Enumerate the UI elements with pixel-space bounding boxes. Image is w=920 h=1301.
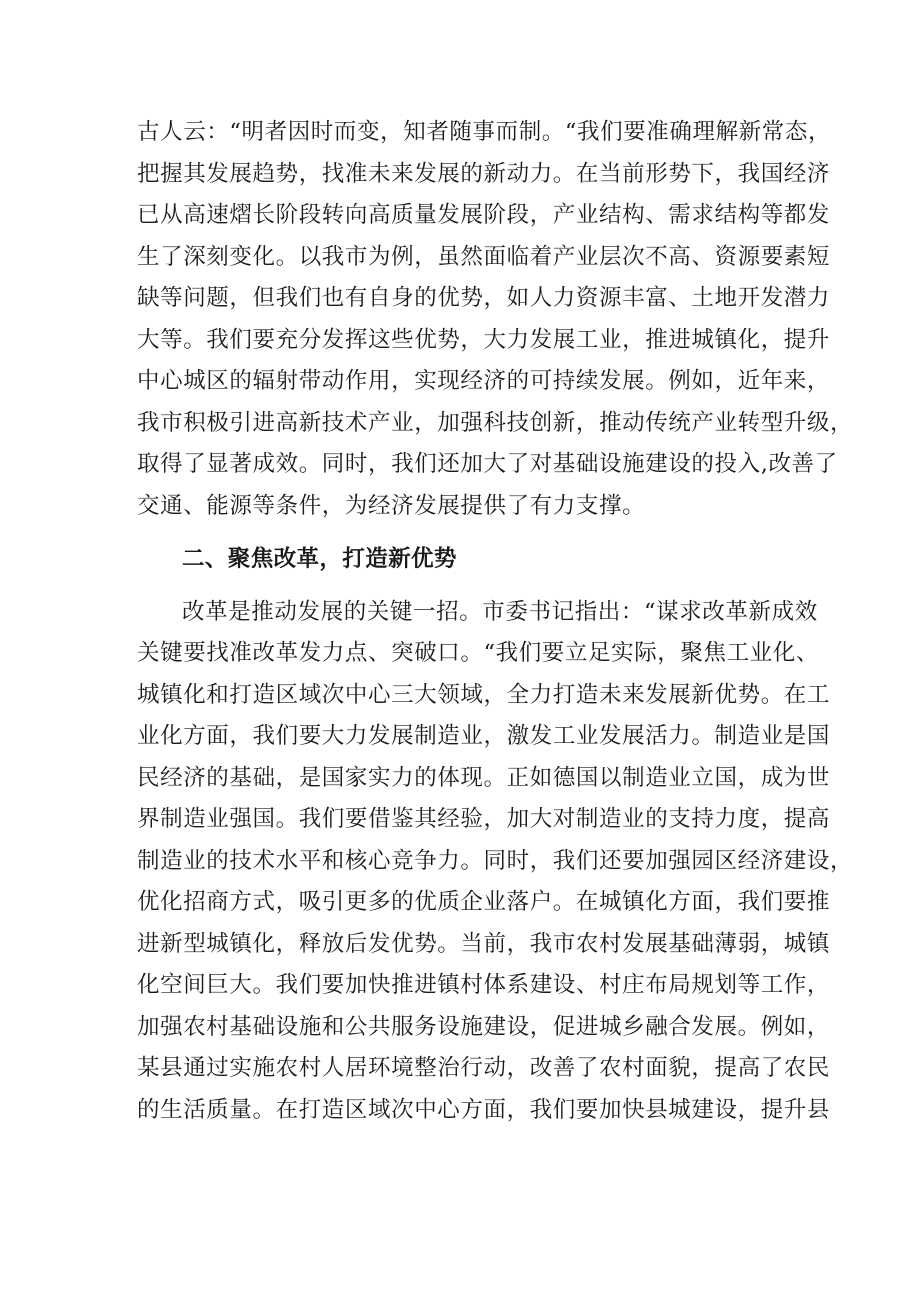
text-line: 改革是推动发展的关键一招。市委书记指出：“谋求改革新成效 bbox=[182, 598, 818, 625]
document-body bbox=[137, 112, 854, 1131]
text-line: 化空间巨大。我们要加快推进镇村体系建设、村庄布局规划等工作， bbox=[137, 972, 831, 998]
text-line: 加强农村基础设施和公共服务设施建设，促进城乡融合发展。例如， bbox=[137, 1013, 831, 1040]
text-line: 已从高速熠长阶段转向高质量发展阶段，产业结构、需求结构等都发 bbox=[137, 202, 831, 228]
text-line: 取得了显著成效。同时，我们还加大了对基础设施建设的投入,改善了 bbox=[137, 451, 838, 477]
text-line: 缺等问题，但我们也有自身的优势，如人力资源丰富、土地开发潜力 bbox=[137, 285, 831, 311]
text-line: 的生活质量。在打造区域次中心方面，我们要加快县城建设，提升县 bbox=[137, 1096, 831, 1123]
paragraph-intro bbox=[137, 112, 854, 527]
text-line: 大等。我们要充分发挥这些优势，大力发展工业，推进城镇化，提升 bbox=[137, 326, 831, 353]
text-line: 关键要找准改革发力点、突破口。“我们要立足实际，聚焦工业化、 bbox=[137, 640, 820, 666]
text-line: 把握其发展趋势，找准未来发展的新动力。在当前形势下，我国经济 bbox=[137, 160, 831, 187]
text-line: 某县通过实施农村人居环境整治行动，改善了农村面貌，提高了农民 bbox=[137, 1055, 831, 1081]
text-line: 民经济的基础，是国家实力的体现。正如德国以制造业立国，成为世 bbox=[137, 764, 831, 791]
text-line: 进新型城镇化，释放后发优势。当前，我市农村发展基础薄弱，城镇 bbox=[137, 930, 831, 957]
text-line: 生了深刻变化。以我市为例，虽然面临着产业层次不高、资源要素短 bbox=[137, 243, 831, 270]
text-line: 古人云：“明者因时而变，知者随事而制。“我们要准确理解新常态， bbox=[137, 119, 832, 145]
section-heading: 二、聚焦改革，打造新优势 bbox=[182, 546, 457, 572]
paragraph-reform bbox=[137, 592, 854, 1132]
text-line: 城镇化和打造区域次中心三大领域，全力打造未来发展新优势。在工 bbox=[137, 681, 831, 708]
text-line: 制造业的技术水平和核心竞争力。同时，我们还要加强园区经济建设， bbox=[137, 847, 854, 874]
text-line: 中心城区的辐射带动作用，实现经济的可持续发展。例如，近年来， bbox=[137, 368, 831, 394]
text-line: 业化方面，我们要大力发展制造业，激发工业发展活力。制造业是国 bbox=[137, 723, 831, 749]
text-line: 优化招商方式，吸引更多的优质企业落户。在城镇化方面，我们要推 bbox=[137, 889, 831, 915]
text-line: 我市积极引进高新技术产业，加强科技创新，推动传统产业转型升级， bbox=[137, 409, 854, 436]
text-line: 界制造业强国。我们要借鉴其经验，加大对制造业的支持力度，提高 bbox=[137, 806, 831, 832]
text-line: 交通、能源等条件，为经济发展提供了有力支撑。 bbox=[137, 492, 646, 519]
